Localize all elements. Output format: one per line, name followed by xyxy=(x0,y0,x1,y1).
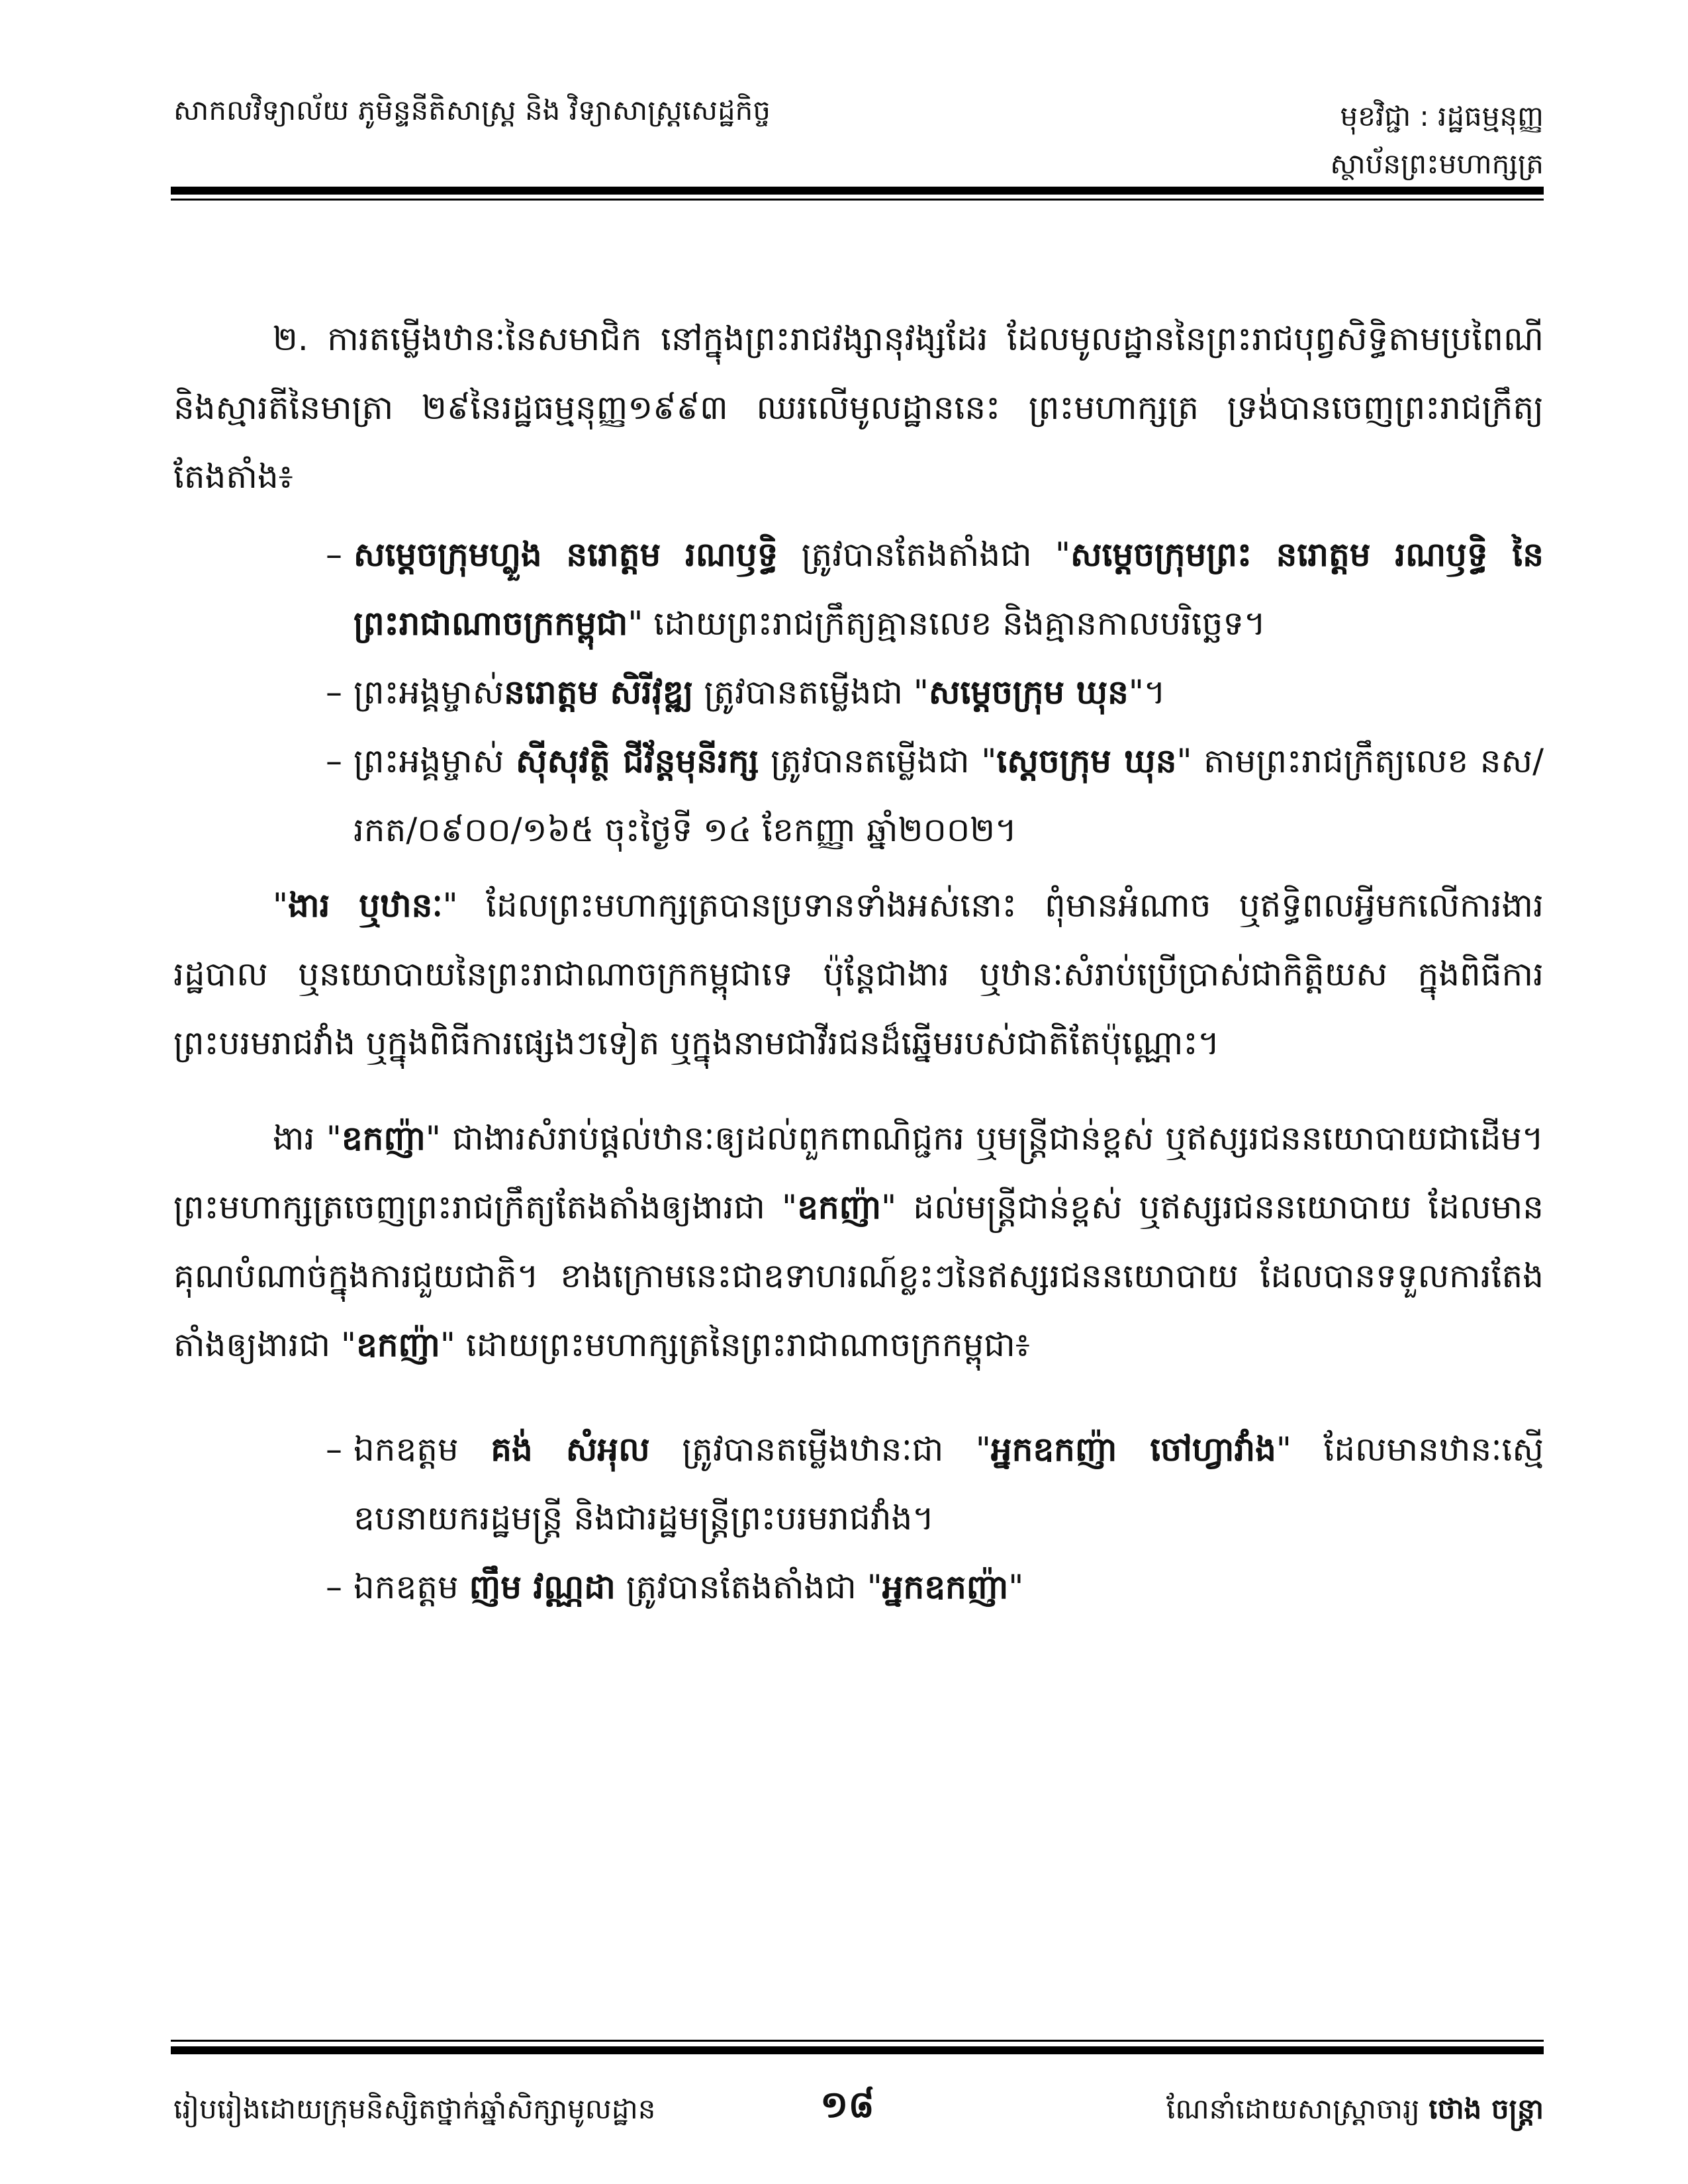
name-bold: ស៊ីសុវត្ថិ ជីវ័ន្តមុនីរក្ស xyxy=(516,742,759,780)
list-text: ឯកឧត្តម xyxy=(353,1568,469,1606)
dash-bullet: – xyxy=(326,1568,342,1606)
title-bold: សម្តេចក្រុម ឃុន xyxy=(928,673,1129,711)
dash-bullet: – xyxy=(326,1430,342,1469)
paragraph-titles-no-power: "ងារ ឬឋានៈ" ដែលព្រះមហាក្សត្របានប្រទានទាំងអស់នោះ ពុំមានអំណាច ឬឥទ្ធិពលអ្វីមកលើការងាររដ្ឋបាល ឬនយោបាយនៃព្រះរាជាណាចក្រកម្ពុជាទេ ប៉ុន្តែជាងារ ឬឋានៈសំរាប់ប្រើប្រាស់ជាកិត្តិយស ក្នុងពិធីការព្រះបរមរាជវាំង ឬក្នុងពិធីការផ្សេងៗទៀត ឬក្នុងនាមជាវីរជនដ៏ឆ្នើមរបស់ជាតិតែប៉ុណ្ណោះ។ xyxy=(173,886,1544,1062)
paragraph-oknha xyxy=(173,1104,1544,1379)
list-item xyxy=(173,1415,1544,1553)
list-royal-promotions xyxy=(173,520,1544,864)
name-bold: ញឹម វណ្ណដា xyxy=(469,1568,616,1606)
header-university: សាកលវិទ្យាល័យ ភូមិន្ទនីតិសាស្ត្រ និង វិទ្យាសាស្ត្រសេដ្ឋកិច្ច xyxy=(173,94,771,126)
list-oknha-examples xyxy=(173,1415,1544,1621)
header-subject-line: មុខវិជ្ជា : រដ្ឋធម្មនុញ្ញ xyxy=(1340,100,1544,132)
list-text: " ដោយព្រះរាជក្រឹត្យគ្មានលេខ និងគ្មានកាលបរិច្ឆេទ។ xyxy=(628,604,1266,643)
title-bold: អ្នកឧកញ៉ា xyxy=(882,1568,1009,1606)
name-bold: នរោត្តម សិរីវុឌ្ឍ xyxy=(504,673,694,711)
list-text: ព្រះអង្គម្ចាស់ xyxy=(353,742,516,780)
dash-bullet: – xyxy=(326,535,342,574)
list-text: " តាមព្រះរាជក្រឹត្យលេខ នស/រកត/០៩០០/១៦៥ ចុះថ្ងៃទី ១៤ ខែកញ្ញា ឆ្នាំ២០០២។ xyxy=(353,742,1544,849)
paragraph-text: ងារ " xyxy=(273,1119,342,1158)
name-bold: គង់ សំអុល xyxy=(491,1430,650,1469)
list-text: ឯកឧត្តម xyxy=(353,1430,491,1469)
header-chapter-line: ស្ថាប័នព្រះមហាក្សត្រ xyxy=(1330,148,1544,180)
footer-rule-thin xyxy=(171,2040,1544,2042)
paragraph-text: " ជាងារសំរាប់ផ្តល់ឋានៈឲ្យដល់ពួកពាណិជ្ជករ ឬមន្ត្រីជាន់ខ្ពស់ ឬឥស្សរជននយោបាយជាដើម។ ព្រះមហាក្សត្រចេញព្រះរាជក្រឹត្យតែងតាំងឲ្យងារជា " xyxy=(173,1119,1544,1226)
paragraph-text: " ដែលព្រះមហាក្សត្របានប្រទានទាំងអស់នោះ ពុំមានអំណាច ឬឥទ្ធិពលអ្វីមកលើការងាររដ្ឋបាល ឬនយោបាយនៃព្រះរាជាណាចក្រកម្ពុជាទេ ប៉ុន្តែជាងារ ឬឋានៈសំរាប់ប្រើប្រាស់ជាកិត្តិយស ក្នុងពិធីការព្រះបរមរាជវាំង ឬក្នុងពិធីការផ្សេងៗទៀត ឬក្នុងនាមជាវីរជនដ៏ឆ្នើមរបស់ជាតិតែប៉ុណ្ណោះ។ xyxy=(173,886,1544,1062)
term-bold: ងារ ឬឋានៈ xyxy=(288,886,443,925)
list-text: "។ xyxy=(1128,673,1166,711)
list-item xyxy=(173,658,1544,727)
header-subject xyxy=(1330,93,1544,188)
paragraph-text: " ដោយព្រះមហាក្សត្រនៃព្រះរាជាណាចក្រកម្ពុជា៖ xyxy=(440,1326,1030,1364)
page-number: ១៨ xyxy=(820,2083,875,2126)
term-bold: ឧកញ៉ា xyxy=(797,1188,882,1226)
list-item xyxy=(173,1553,1544,1621)
list-item xyxy=(173,520,1544,658)
main-content xyxy=(173,304,1544,1628)
footer-rule-thick xyxy=(171,2046,1544,2054)
list-text: ព្រះអង្គម្ចាស់ xyxy=(353,673,504,711)
title-bold: ស្តេចក្រុម ឃុន xyxy=(996,742,1177,780)
header-rule-thin xyxy=(171,199,1544,201)
term-bold: ឧកញ៉ា xyxy=(355,1326,440,1364)
dash-bullet: – xyxy=(326,673,342,711)
list-text: " xyxy=(1008,1568,1024,1606)
list-text: ត្រូវបានតែងតាំងជា " xyxy=(778,535,1070,574)
title-bold: សម្តេចក្រុមព្រះ នរោត្តម រណឫទ្ធិ នៃព្រះរាជាណាចក្រកម្ពុជា xyxy=(353,535,1544,643)
footer-supervisor-name: ថោង ចន្ត្រា xyxy=(1429,2093,1544,2125)
header-rule-thick xyxy=(171,187,1544,195)
dash-bullet: – xyxy=(326,742,342,780)
list-item xyxy=(173,727,1544,864)
list-text: ត្រូវបានតម្លើងឋានៈជា " xyxy=(649,1430,991,1469)
list-text: " ដែលមានឋានៈស្មើ ឧបនាយករដ្ឋមន្ត្រី និងជារដ្ឋមន្ត្រីព្រះបរមរាជវាំង។ xyxy=(353,1430,1544,1537)
paragraph-promotion-intro: ២. ការតម្លើងឋានៈនៃសមាជិក នៅក្នុងព្រះរាជវង្សានុវង្សដែរ ដែលមូលដ្ឋាននៃព្រះរាជបុព្វសិទ្ធិតាមប្រពៃណី និងស្មារតីនៃមាត្រា ២៩នៃរដ្ឋធម្មនុញ្ញ១៩៩៣ ឈរលើមូលដ្ឋាននេះ ព្រះមហាក្សត្រ ទ្រង់បានចេញព្រះរាជក្រឹត្យតែងតាំង៖ xyxy=(173,320,1544,496)
title-bold: អ្នកឧកញ៉ា ចៅហ្វាវាំង xyxy=(990,1430,1276,1469)
list-text: ត្រូវបានតម្លើងជា " xyxy=(693,673,929,711)
term-bold: ឧកញ៉ា xyxy=(341,1119,426,1158)
name-bold: សម្តេចក្រុមហ្លួង នរោត្តម រណឫទ្ធិ xyxy=(353,535,778,574)
paragraph-text: " ដល់មន្ត្រីជាន់ខ្ពស់ ឬឥស្សរជននយោបាយ ដែលមានគុណបំណាច់ក្នុងការជួយជាតិ។ ខាងក្រោមនេះជាឧទាហរណ៍ខ្លះៗនៃឥស្សរជននយោបាយ ដែលបានទទួលការតែងតាំងឲ្យងារជា " xyxy=(173,1188,1544,1364)
footer-prepared-by: រៀបរៀងដោយក្រុមនិស្សិតថ្នាក់ឆ្នាំសិក្សាមូលដ្ឋាន xyxy=(173,2093,656,2125)
list-text: ត្រូវបានតម្លើងជា " xyxy=(759,742,997,780)
footer-supervisor xyxy=(1166,2091,1544,2132)
list-text: ត្រូវបានតែងតាំងជា " xyxy=(615,1568,882,1606)
footer-supervisor-label: ណែនាំដោយសាស្ត្រាចារ្យ xyxy=(1166,2093,1429,2125)
